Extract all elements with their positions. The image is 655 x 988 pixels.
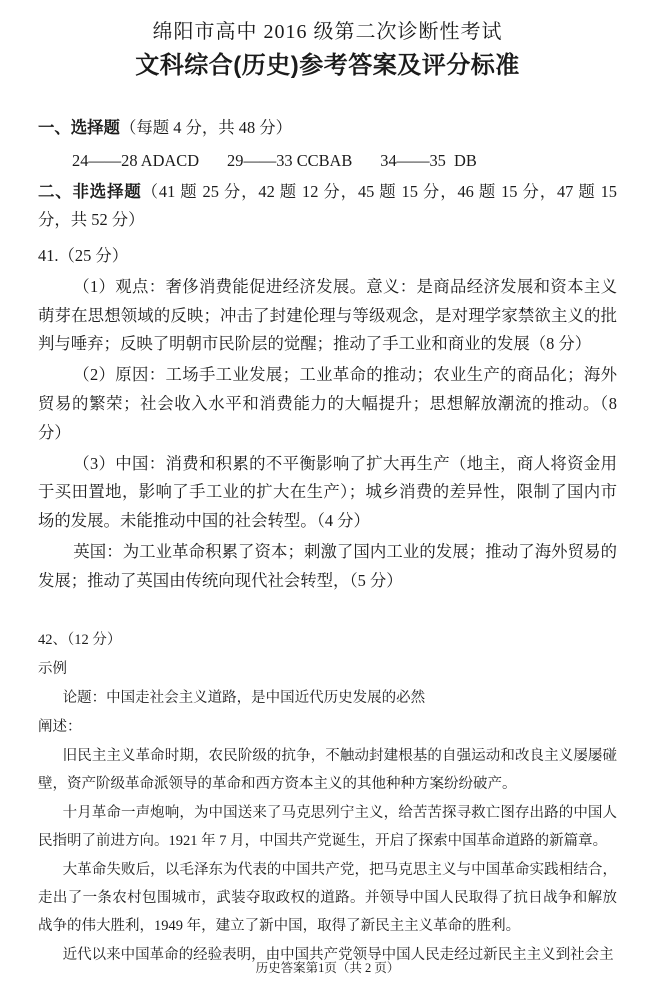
choice-section-note: （每题 4 分，共 48 分）: [119, 118, 293, 137]
answer-group-34-35: 34——35 DB: [380, 151, 477, 170]
non-choice-section-note: （41 题 25 分，42 题 12 分，45 题 15 分，46 题 15 分，47 题 15 分，共 52 分）: [38, 182, 617, 229]
page-footer: [0, 960, 655, 976]
question-42-paragraph-conclusion: 近代以来中国革命的经验表明，由中国共产党领导中国人民走经过新民主主义到社会主: [62, 946, 614, 963]
question-41-answer: [38, 242, 617, 596]
question-42-heading: 42、（12 分）: [38, 631, 122, 648]
question-42-paragraph-october-revolution: 十月革命一声炮响，为中国送来了马克思列宁主义，给苦苦探寻救亡图存出路的中国人民指明了前进方向。1921 年 7 月，中国共产党诞生，开启了探索中国革命道路的新篇章。: [38, 804, 617, 849]
question-41-part3-britain: 英国：为工业革命积累了资本；刺激了国内工业的发展；推动了海外贸易的发展；推动了英国由传统向现代社会转型，（5 分）: [38, 541, 617, 590]
non-choice-section-label: 二、非选择题: [38, 183, 142, 201]
question-42-paragraph-great-revolution: 大革命失败后，以毛泽东为代表的中国共产党，把马克思主义与中国革命实践相结合，走出了一条农村包围城市，武装夺取政权的道路。并领导中国人民取得了抗日战争和解放战争的伟大胜利，1949 年，建立了新中国，取得了新民主主义革命的胜利。: [38, 861, 617, 934]
choice-section-label: 一、选择题: [38, 119, 120, 137]
question-41-part2: （2）原因：工场手工业发展；工业革命的推动；农业生产的商品化；海外贸易的繁荣；社会收入水平和消费能力的大幅提升；思想解放潮流的推动。（8 分）: [38, 365, 617, 442]
non-choice-section-heading: [38, 178, 617, 234]
question-42-answer: [38, 626, 617, 969]
question-41-heading: 41.（25 分）: [38, 246, 129, 265]
question-42-paragraph-old-revolution: 旧民主主义革命时期，农民阶级的抗争，不触动封建根基的自强运动和改良主义屡屡碰壁，资产阶级革命派领导的革命和西方资本主义的其他种种方案纷纷破产。: [38, 747, 617, 792]
answer-group-24-28: 24——28 ADACD: [72, 151, 200, 170]
question-41-part1: （1）观点：奢侈消费能促进经济发展。意义：是商品经济发展和资本主义萌芽在思想领域的反映；冲击了封建伦理与等级观念，是对理学家禁欲主义的批判与唾弃；反映了明朝市民阶层的觉醒；推动了手工业和商业的发展（8 分）: [38, 276, 617, 354]
page-number-label: 历史答案第1页（共 2 页）: [255, 961, 400, 975]
choice-section-heading: [38, 114, 617, 142]
question-42-elaboration-label: 阐述：: [38, 718, 82, 735]
document-body: [38, 114, 617, 969]
answer-key-row: [38, 148, 617, 174]
document-title: 绵阳市高中 2016 级第二次诊断性考试: [152, 21, 503, 43]
question-41-part3: （3）中国：消费和积累的不平衡影响了扩大再生产（地主，商人将资金用于买田置地，影响了手工业的扩大在生产）；城乡消费的差异性，限制了国内市场的发展。未能推动中国的社会转型。（4 分）: [38, 453, 617, 531]
question-42-example-label: 示例: [38, 660, 67, 677]
document-subtitle: 文科综合(历史)参考答案及评分标准: [135, 52, 520, 79]
question-42-thesis: 论题：中国走社会主义道路，是中国近代历史发展的必然: [62, 689, 426, 706]
answer-group-29-33: 29——33 CCBAB: [227, 151, 353, 170]
document-header: [0, 0, 655, 84]
